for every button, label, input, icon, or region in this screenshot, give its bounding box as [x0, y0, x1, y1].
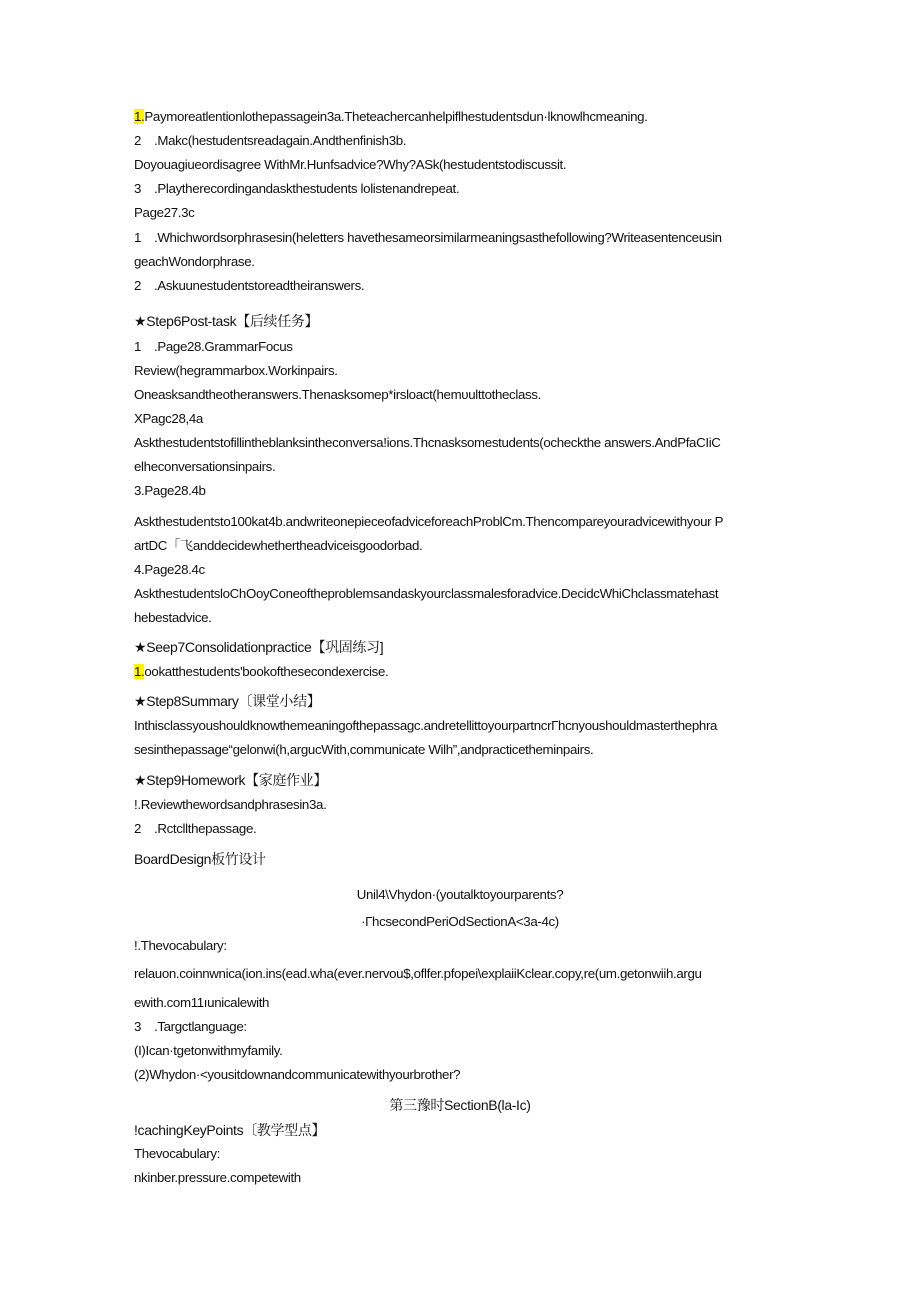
board-sentence-2: (2)Whydon·<yousitdownandcommunicatewithyourbrother? [134, 1067, 461, 1082]
step8-summary-cont: sesinthepassage“gelonwi(h,argucWith,communicate Wilh”,andpracticetheminpairs. [134, 742, 594, 757]
homework-item-1: !.Reviewthewordsandphrasesin3a. [134, 797, 327, 812]
board-unit-title: Unil4\Vhydon·(youtalktoyourparents? [356, 887, 564, 902]
step5-question: Doyouagiueordisagree WithMr.Hunfsadvice?Why?ASk(hestudentstodiscussit. [134, 157, 567, 172]
step6-4c-text-cont: hebestadvice. [134, 610, 212, 625]
step6-review: Review(hegrammarbox.Workinpairs. [134, 363, 338, 378]
step5-item-3: 3 .Playtherecordingandaskthestudents lolistenandrepeat. [134, 181, 460, 196]
step6-pairs: Oneasksandtheotheranswers.Thenasksomep*irsloact(hemυulttotheclass. [134, 387, 541, 402]
homework-item-2: 2 .Rctcllthepassage. [134, 821, 257, 836]
item-3c-2: 2 .Askuunestudentstoreadtheiranswers. [134, 278, 365, 293]
teaching-key-points-heading: !cachingKeyPoints〔教学型点】 [134, 1122, 326, 1138]
board-period-title: ·ГhcsecondPeriOdSectionA<3a-4c) [361, 914, 559, 929]
step6-item-1: 1 .Page28.GrammarFocus [134, 339, 293, 354]
board-vocab-list-cont: ewith.com11ıunicalewith [134, 995, 270, 1010]
section-b-title: 第三豫时SectionB(la-Ic) [389, 1097, 531, 1113]
heading-step8: ★Step8Summary〔课堂小结】 [134, 693, 321, 709]
step7-item-1 [134, 663, 388, 681]
page-ref-28-4b: 3.Page28.4b [134, 483, 206, 498]
board-vocab-list: relauon.coinnwnica(ion.ins(ead.wha(ever.nervou$,oflfer.pfopei\explaiiKclear.copy,re(um.getonwiih.argu [134, 966, 702, 981]
board-design-heading: BoardDesign板竹设计 [134, 851, 266, 867]
key-points-vocab-label: Thevocabulary: [134, 1146, 221, 1161]
step6-4c-text: AskthestudentsloChOoyConeoftheproblemsandaskyourclassmalesforadvice.DecidcWhiChclassmatehast [134, 586, 719, 601]
page-ref-28-4c: 4.Page28.4c [134, 562, 205, 577]
step5-item-2: 2 .Makc(hestudentsreadagain.Andthenfinish3b. [134, 133, 407, 148]
board-target-language: 3 .Targctlanguage: [134, 1019, 247, 1034]
step6-4b-text: Askthestudentsto100kat4b.andwriteonepieceofadviceforeachProblCm.Thencompareyouradvicewithyour P [134, 514, 724, 529]
item-3c-1: 1 .Whichwordsorphrasesin(heletters havethesameorsimilarmeaningsasthefollowing?Writeasentenceusin [134, 230, 722, 245]
board-vocab-label: !.Thevocabulary: [134, 938, 227, 953]
heading-step6: ★Step6Post-task【后续任务】 [134, 313, 319, 329]
step6-4a-text-cont: elheconversationsinpairs. [134, 459, 276, 474]
item-text: ookatthestudents'bookofthesecondexercise. [144, 664, 389, 679]
heading-step7: ★Seep7Consolidationpractice【巩固练习] [134, 639, 384, 655]
key-points-vocab-list: nkinber.pressure.competewith [134, 1170, 301, 1185]
item-number-highlight: 1. [134, 664, 145, 679]
step6-4b-text-cont: artDC「飞anddecidewhethertheadviceisgoodorbad. [134, 538, 423, 553]
step8-summary: Inthisclassyoushouldknowthemeaningofthepassagc.andretellittoyourpartncrГhcnyoushouldmasterthephra [134, 718, 718, 733]
page-ref-28-4a: XPagc28,4a [134, 411, 203, 426]
board-sentence-1: (I)Ican·tgetonwithmyfamily. [134, 1043, 283, 1058]
heading-step9: ★Step9Homework【家庭作业】 [134, 772, 328, 788]
item-text: Paymoreatlentionlothepassagein3a.Theteachercanhelpiflhestudentsdun·lknowlhcmeaning. [144, 109, 648, 124]
step6-4a-text: Askthestudentstofillintheblanksintheconversa!ions.Thcnasksomestudents(ocheckthe answers.AndPfaCIiC [134, 435, 721, 450]
page-ref-27-3c: Page27.3c [134, 205, 195, 220]
step5-item-1 [134, 108, 648, 126]
item-3c-1-cont: geachWondorphrase. [134, 254, 255, 269]
item-number-highlight: 1. [134, 109, 145, 124]
